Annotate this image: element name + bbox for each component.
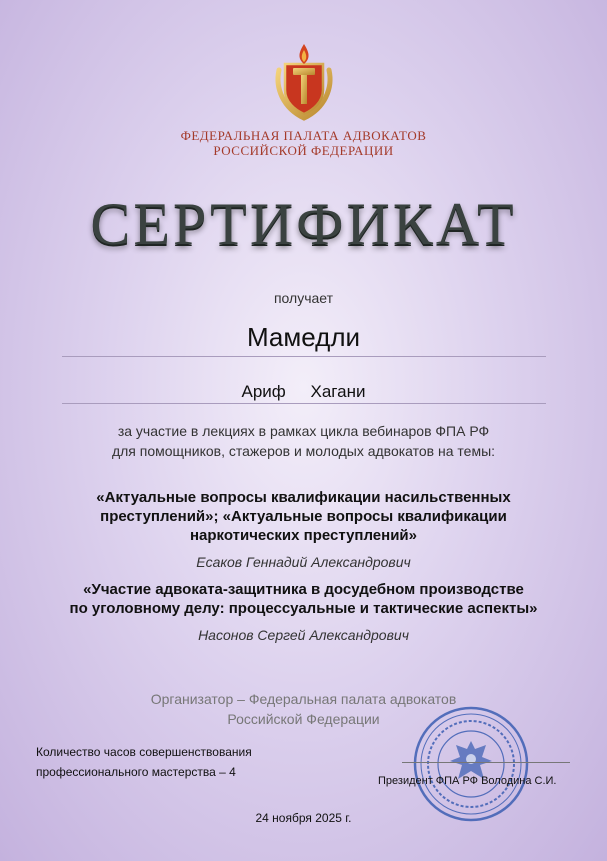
- topic-line: «Участие адвоката-защитника в досудебном производстве: [83, 581, 524, 598]
- topic-1-title: [40, 488, 567, 545]
- surname-underline: [62, 356, 546, 357]
- intro-line: для помощников, стажеров и молодых адвокатов на темы:: [111, 443, 496, 459]
- president-signature-label: Президент ФПА РФ Володина С.И.: [378, 775, 557, 787]
- participation-intro: [40, 421, 567, 461]
- training-hours: [36, 742, 316, 782]
- topic-line: «Актуальные вопросы квалификации насильственных: [96, 489, 511, 506]
- recipient-surname: Мамедли: [246, 322, 361, 352]
- recipient-given-names: [0, 382, 607, 402]
- recipient-first-name: Ариф: [241, 382, 286, 401]
- organizer-line: Российской Федерации: [227, 711, 380, 727]
- topic-2-lecturer: Насонов Сергей Александрович: [198, 627, 409, 643]
- organizer-line: Организатор – Федеральная палата адвокатов: [150, 691, 457, 707]
- signature-line: [402, 762, 570, 763]
- topic-line: по уголовному делу: процессуальные и тактические аспекты»: [69, 600, 538, 617]
- hours-line: Количество часов совершенствования: [36, 745, 252, 759]
- fpa-emblem-icon: [271, 40, 337, 122]
- recipient-patronymic: Хагани: [310, 382, 366, 401]
- org-name-line2: РОССИЙСКОЙ ФЕДЕРАЦИИ: [213, 143, 394, 158]
- topic-line: преступлений»; «Актуальные вопросы квалификации: [100, 508, 507, 525]
- official-seal-stamp: [412, 705, 530, 823]
- issue-date: 24 ноября 2025 г.: [255, 811, 352, 825]
- receives-label: получает: [273, 290, 334, 306]
- given-names-underline: [62, 403, 546, 404]
- certificate-title: СЕРТИФИКАТ: [90, 191, 517, 257]
- topic-line: наркотических преступлений»: [189, 527, 417, 544]
- hours-line: профессионального мастерства – 4: [36, 765, 236, 779]
- topic-2-title: [40, 580, 567, 618]
- org-name-line1: ФЕДЕРАЛЬНАЯ ПАЛАТА АДВОКАТОВ: [180, 128, 427, 143]
- intro-line: за участие в лекциях в рамках цикла вебинаров ФПА РФ: [117, 423, 490, 439]
- topic-1-lecturer: Есаков Геннадий Александрович: [196, 554, 411, 570]
